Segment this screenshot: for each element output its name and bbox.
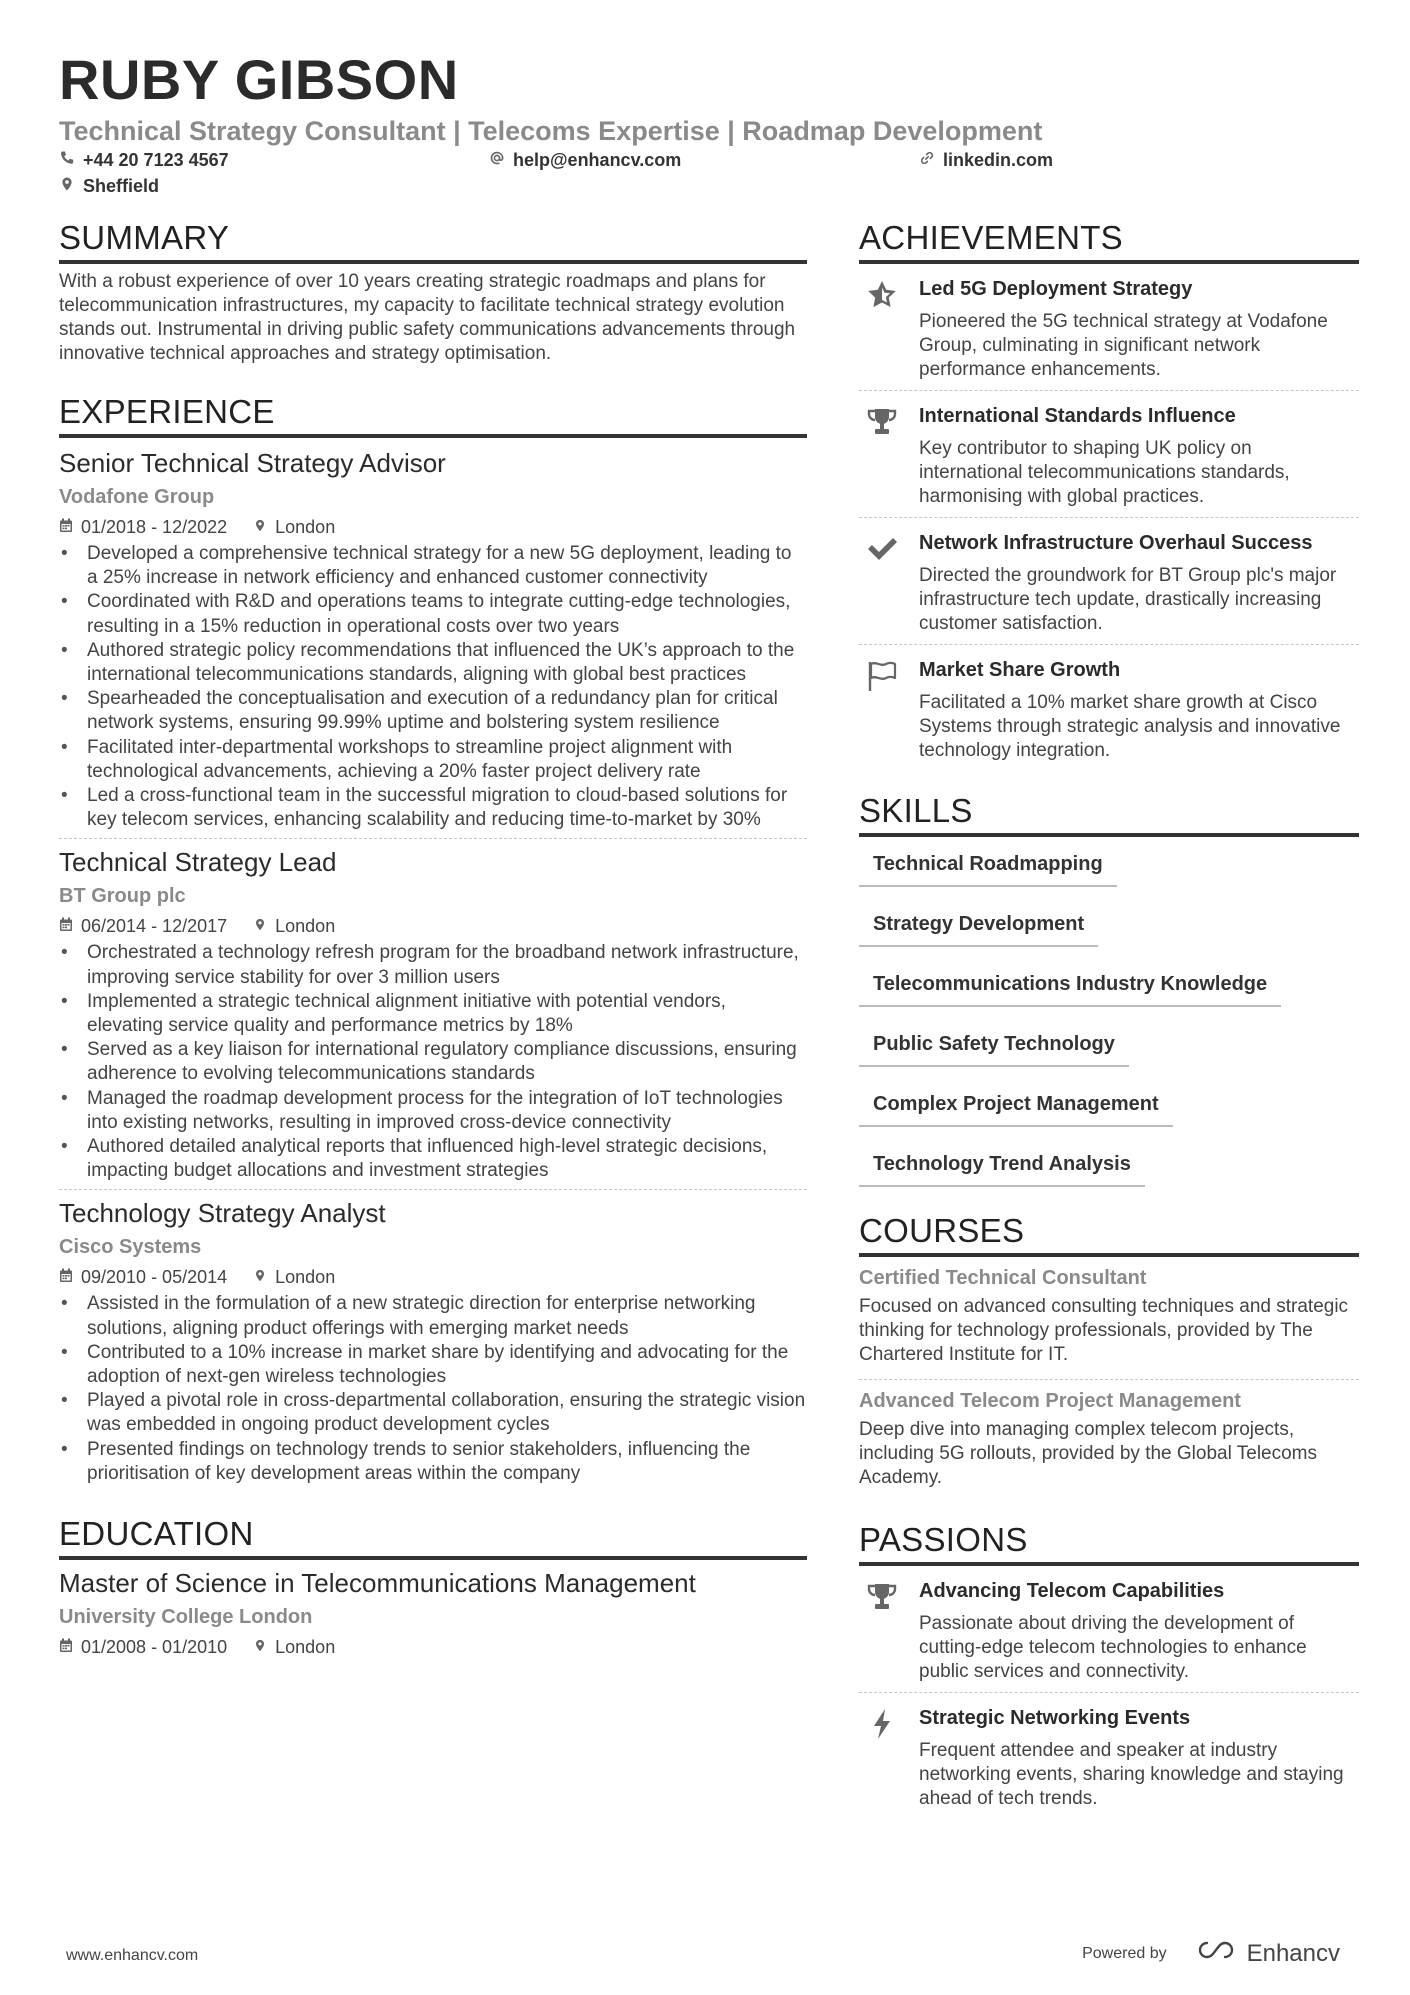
summary-section xyxy=(59,218,807,366)
skills-section xyxy=(859,791,1359,1187)
job-meta xyxy=(59,915,807,937)
contact-email xyxy=(489,150,681,171)
job-location: London xyxy=(275,517,336,537)
skill-tag: Technology Trend Analysis xyxy=(859,1151,1145,1187)
achievement-desc: Facilitated a 10% market share growth at Cisco Systems through strategic analysis and innovative technology integration. xyxy=(919,692,1341,761)
job-title: Senior Technical Strategy Advisor xyxy=(59,448,446,478)
calendar-icon xyxy=(59,1266,73,1288)
job-bullet: • Contributed to a 10% increase in market share by identifying and advocating for the adoption of next-gen wireless technologies xyxy=(59,1341,807,1389)
course-desc: Focused on advanced consulting techniques and strategic thinking for technology professionals, provided by The Chartered Institute for IT. xyxy=(859,1296,1349,1365)
flag-icon xyxy=(859,657,905,763)
candidate-tagline: Technical Strategy Consultant | Telecoms Expertise | Roadmap Development xyxy=(59,116,1043,146)
job-bullet: • Led a cross-functional team in the successful migration to cloud-based solutions for key telecom services, enhancing scalability and reducing time-to-market by 30% xyxy=(59,784,807,832)
achievement-item xyxy=(859,644,1359,771)
job-company: BT Group plc xyxy=(59,885,186,908)
education-meta xyxy=(59,1636,807,1658)
course-desc: Deep dive into managing complex telecom projects, including 5G rollouts, provided by the Global Telecoms Academy. xyxy=(859,1419,1318,1488)
skill-tag: Complex Project Management xyxy=(859,1091,1173,1127)
calendar-icon xyxy=(59,1636,73,1658)
job-bullet: • Facilitated inter-departmental workshops to streamline project alignment with technological advancements, achieving a 20% faster project delivery rate xyxy=(59,736,807,784)
course-list xyxy=(859,1257,1359,1502)
skill-tag: Telecommunications Industry Knowledge xyxy=(859,971,1281,1007)
job-company: Cisco Systems xyxy=(59,1236,202,1259)
job-entry xyxy=(59,1189,807,1492)
contact-location xyxy=(59,176,159,197)
skill-tag: Technical Roadmapping xyxy=(859,851,1117,887)
calendar-icon xyxy=(59,516,73,538)
contact-linkedin xyxy=(919,150,1053,171)
job-bullet: • Developed a comprehensive technical strategy for a new 5G deployment, leading to a 25% increase in network efficiency and enhanced customer connectivity xyxy=(59,542,807,590)
job-entry xyxy=(59,838,807,1189)
left-column xyxy=(59,218,807,1658)
school-name: University College London xyxy=(59,1606,313,1629)
job-location: London xyxy=(275,916,336,937)
passion-item xyxy=(859,1692,1359,1819)
job-bullets xyxy=(59,1292,807,1486)
star-icon xyxy=(859,276,905,382)
achievement-desc: Pioneered the 5G technical strategy at Vodafone Group, culminating in significant network performance enhancements. xyxy=(919,311,1328,380)
skills-heading: SKILLS xyxy=(859,791,1359,837)
candidate-name: RUBY GIBSON xyxy=(59,48,459,111)
job-location: London xyxy=(275,1267,336,1288)
passions-section xyxy=(859,1520,1359,1819)
contact-info xyxy=(59,150,1359,204)
job-bullet: • Authored strategic policy recommendations that influenced the UK’s approach to the international telecommunications standards, aligning with global best practices xyxy=(59,639,807,687)
email-link[interactable]: help@enhancv.com xyxy=(513,150,682,170)
education-dates: 01/2008 - 01/2010 xyxy=(81,1637,228,1658)
course-title: Certified Technical Consultant xyxy=(859,1267,1147,1289)
job-title: Technical Strategy Lead xyxy=(59,847,337,878)
degree-title: Master of Science in Telecommunications Management xyxy=(59,1568,696,1599)
achievement-title: Led 5G Deployment Strategy xyxy=(919,278,1193,300)
job-bullet: • Authored detailed analytical reports that influenced high-level strategic decisions, impacting budget allocations and investment strategies xyxy=(59,1135,807,1183)
experience-section xyxy=(59,392,807,1492)
courses-section xyxy=(859,1211,1359,1502)
linkedin-link[interactable]: linkedin.com xyxy=(943,150,1054,170)
powered-by-label: Powered by xyxy=(1082,1944,1167,1962)
passion-title: Advancing Telecom Capabilities xyxy=(919,1580,1225,1602)
passion-list xyxy=(859,1566,1359,1819)
location-pin-icon xyxy=(253,915,267,937)
achievement-desc: Directed the groundwork for BT Group plc's major infrastructure tech update, drastically increasing customer satisfaction. xyxy=(919,565,1337,634)
passion-desc: Passionate about driving the development of cutting-edge telecom technologies to enhance public services and connectivity. xyxy=(919,1613,1307,1682)
location-pin-icon xyxy=(253,516,267,538)
lightning-icon xyxy=(859,1705,905,1811)
location-pin-icon xyxy=(253,1266,267,1288)
achievement-item xyxy=(859,517,1359,644)
education-entry xyxy=(59,1566,807,1658)
skill-list xyxy=(859,851,1359,1187)
job-bullet: • Managed the roadmap development process for the integration of IoT technologies into existing networks, resulting in improved cross-device connectivity xyxy=(59,1087,807,1135)
experience-heading: EXPERIENCE xyxy=(59,392,807,438)
job-entry xyxy=(59,446,807,838)
trophy-icon xyxy=(859,403,905,509)
job-dates: 01/2018 - 12/2022 xyxy=(81,517,228,537)
footer-website[interactable]: www.enhancv.com xyxy=(66,1947,199,1964)
calendar-icon xyxy=(59,915,73,937)
enhancv-logo-icon xyxy=(1193,1938,1239,1969)
check-icon xyxy=(859,530,905,636)
right-column xyxy=(859,218,1359,1819)
education-section xyxy=(59,1514,807,1658)
location-pin-icon xyxy=(59,176,75,197)
location-pin-icon xyxy=(253,1636,267,1658)
job-company: Vodafone Group xyxy=(59,486,215,508)
achievement-title: Network Infrastructure Overhaul Success xyxy=(919,532,1313,554)
course-item xyxy=(859,1379,1359,1502)
job-bullets xyxy=(59,941,807,1183)
job-dates: 06/2014 - 12/2017 xyxy=(81,916,228,937)
trophy-icon xyxy=(859,1578,905,1684)
achievements-section xyxy=(859,218,1359,771)
courses-heading: COURSES xyxy=(859,1211,1359,1257)
achievement-desc: Key contributor to shaping UK policy on international telecommunications standards, harmonising with global practices. xyxy=(919,438,1290,507)
job-bullet: • Presented findings on technology trends to senior stakeholders, influencing the prioritisation of key development areas within the company xyxy=(59,1438,807,1486)
achievement-item xyxy=(859,264,1359,390)
summary-text: With a robust experience of over 10 years creating strategic roadmaps and plans for telecommunication infrastructures, my capacity to facilitate technical strategy evolution stands out. Instrumental in driving public safety communications advancements through innovative technical approaches and strategy optimisation. xyxy=(59,271,796,364)
footer-branding xyxy=(1082,1938,1340,1969)
summary-heading: SUMMARY xyxy=(59,218,807,264)
at-icon xyxy=(489,150,505,171)
passion-title: Strategic Networking Events xyxy=(919,1707,1191,1729)
job-dates: 09/2010 - 05/2014 xyxy=(81,1267,228,1288)
resume-header xyxy=(59,48,1359,204)
phone-number[interactable]: +44 20 7123 4567 xyxy=(83,150,229,170)
passions-heading: PASSIONS xyxy=(859,1520,1359,1566)
education-heading: EDUCATION xyxy=(59,1514,807,1560)
course-item xyxy=(859,1257,1359,1379)
achievements-heading: ACHIEVEMENTS xyxy=(859,218,1359,264)
link-icon xyxy=(919,150,935,171)
phone-icon xyxy=(59,150,75,171)
brand-name: Enhancv xyxy=(1246,1939,1340,1967)
job-title: Technology Strategy Analyst xyxy=(59,1198,386,1229)
job-meta xyxy=(59,516,807,538)
job-bullet: • Played a pivotal role in cross-departmental collaboration, ensuring the strategic vision was embedded in ongoing product development cycles xyxy=(59,1389,807,1437)
contact-phone xyxy=(59,150,229,171)
passion-desc: Frequent attendee and speaker at industry networking events, sharing knowledge and staying ahead of tech trends. xyxy=(919,1740,1344,1809)
location-text: Sheffield xyxy=(83,176,160,196)
achievement-item xyxy=(859,390,1359,517)
achievement-list xyxy=(859,264,1359,771)
job-bullet: • Assisted in the formulation of a new strategic direction for enterprise networking solutions, aligning product offerings with emerging market needs xyxy=(59,1292,807,1340)
job-bullet: • Coordinated with R&D and operations teams to integrate cutting-edge technologies, resulting in a 15% reduction in operational costs over two years xyxy=(59,590,807,638)
job-list xyxy=(59,446,807,1492)
skill-tag: Strategy Development xyxy=(859,911,1098,947)
enhancv-logo[interactable] xyxy=(1193,1938,1340,1969)
passion-item xyxy=(859,1566,1359,1692)
skill-tag: Public Safety Technology xyxy=(859,1031,1129,1067)
achievement-title: Market Share Growth xyxy=(919,659,1121,681)
job-bullet: • Served as a key liaison for international regulatory compliance discussions, ensuring adherence to evolving telecommunications standards xyxy=(59,1038,807,1086)
job-bullet: • Orchestrated a technology refresh program for the broadband network infrastructure, improving service stability for over 3 million users xyxy=(59,941,807,989)
course-title: Advanced Telecom Project Management xyxy=(859,1390,1241,1412)
job-bullet: • Spearheaded the conceptualisation and execution of a redundancy plan for critical network systems, ensuring 99.99% uptime and bolstering system resilience xyxy=(59,687,807,735)
achievement-title: International Standards Influence xyxy=(919,405,1236,427)
job-meta xyxy=(59,1266,807,1288)
education-location: London xyxy=(275,1637,336,1658)
job-bullets xyxy=(59,542,807,832)
job-bullet: • Implemented a strategic technical alignment initiative with potential vendors, elevating service quality and performance metrics by 18% xyxy=(59,990,807,1038)
